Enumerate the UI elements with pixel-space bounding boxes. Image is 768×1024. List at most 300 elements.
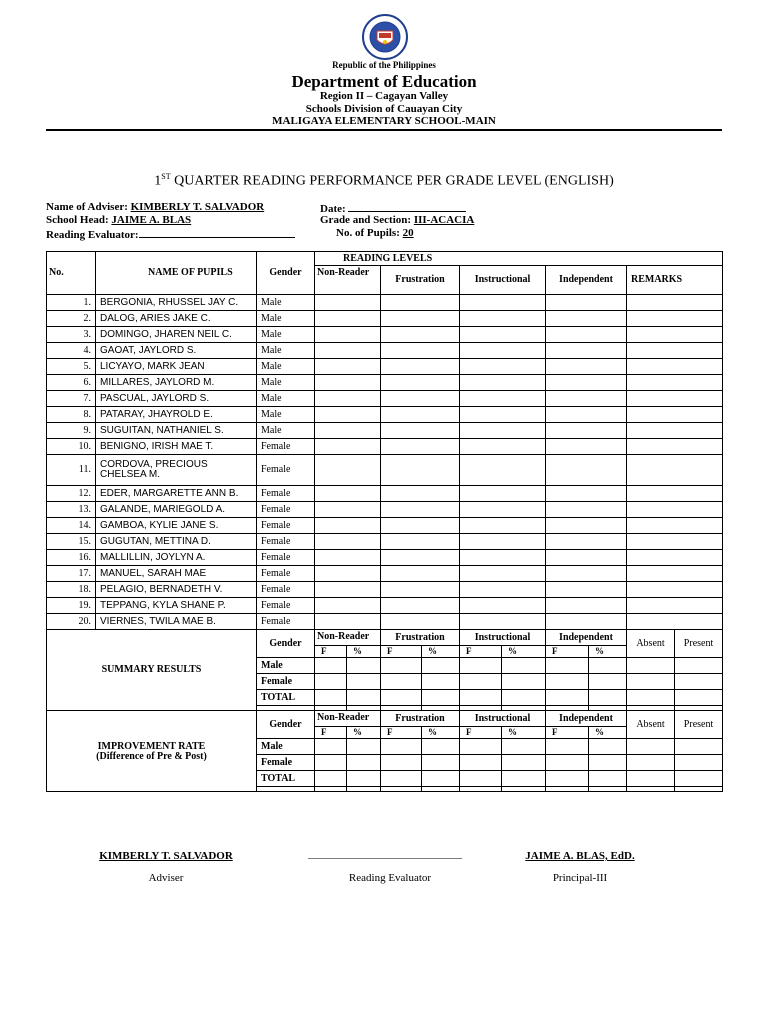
empty-cell bbox=[381, 582, 460, 598]
empty-cell bbox=[589, 755, 627, 771]
grade-section-value: III-ACACIA bbox=[413, 214, 475, 226]
empty-cell bbox=[627, 343, 723, 359]
pupil-name: PELAGIO, BERNADETH V. bbox=[96, 582, 257, 598]
evaluator-line bbox=[46, 228, 295, 241]
title-number: 1 bbox=[154, 173, 162, 189]
empty-cell bbox=[315, 455, 381, 486]
empty-cell bbox=[460, 582, 546, 598]
empty-cell bbox=[502, 739, 546, 755]
improvement-non-reader: Non-Reader bbox=[315, 711, 381, 727]
summary-f-label: F bbox=[381, 646, 422, 658]
improvement-pct-label: % bbox=[502, 727, 546, 739]
empty-cell bbox=[381, 534, 460, 550]
table-row bbox=[47, 455, 723, 486]
header-independent: Independent bbox=[546, 266, 627, 295]
improvement-pct-label: % bbox=[347, 727, 381, 739]
empty-cell bbox=[381, 598, 460, 614]
empty-cell bbox=[315, 598, 381, 614]
empty-cell bbox=[381, 359, 460, 375]
pupil-name: DALOG, ARIES JAKE C. bbox=[96, 311, 257, 327]
empty-cell bbox=[460, 311, 546, 327]
empty-cell bbox=[546, 739, 589, 755]
empty-cell bbox=[381, 566, 460, 582]
empty-cell bbox=[627, 755, 675, 771]
empty-cell bbox=[347, 674, 381, 690]
page-title bbox=[0, 172, 768, 190]
pupil-number: 4. bbox=[47, 343, 96, 359]
improvement-female-label: Female bbox=[257, 755, 315, 771]
empty-cell bbox=[589, 674, 627, 690]
table-row bbox=[47, 391, 723, 407]
empty-cell bbox=[627, 327, 723, 343]
summary-instructional: Instructional bbox=[460, 630, 546, 646]
empty-cell bbox=[502, 787, 546, 792]
empty-cell bbox=[460, 359, 546, 375]
empty-cell bbox=[347, 658, 381, 674]
empty-cell bbox=[627, 674, 675, 690]
empty-cell bbox=[627, 534, 723, 550]
table-row bbox=[47, 295, 723, 311]
header-frustration: Frustration bbox=[381, 266, 460, 295]
evaluator-signature-line: ____________________________ bbox=[308, 848, 462, 860]
pupil-gender: Male bbox=[257, 375, 315, 391]
empty-cell bbox=[315, 486, 381, 502]
school-head-line bbox=[46, 215, 191, 226]
empty-cell bbox=[460, 455, 546, 486]
pupil-name: DOMINGO, JHAREN NEIL C. bbox=[96, 327, 257, 343]
pupil-number: 14. bbox=[47, 518, 96, 534]
empty-cell bbox=[315, 674, 347, 690]
summary-f-label: F bbox=[315, 646, 347, 658]
pupil-gender: Female bbox=[257, 439, 315, 455]
table-row bbox=[47, 598, 723, 614]
summary-f-label: F bbox=[546, 646, 589, 658]
pupil-name: VIERNES, TWILA MAE B. bbox=[96, 614, 257, 630]
empty-cell bbox=[546, 375, 627, 391]
pupil-number: 18. bbox=[47, 582, 96, 598]
header-no: No. bbox=[47, 252, 96, 295]
school-head-value: JAIME A. BLAS bbox=[111, 214, 192, 226]
title-text: QUARTER READING PERFORMANCE PER GRADE LEVEL (ENGLISH) bbox=[170, 173, 614, 189]
empty-cell bbox=[347, 755, 381, 771]
reading-performance-table bbox=[46, 251, 723, 792]
republic-text: Republic of the Philippines bbox=[332, 60, 436, 70]
evaluator-label: Reading Evaluator: bbox=[46, 229, 139, 241]
empty-cell bbox=[315, 311, 381, 327]
empty-cell bbox=[315, 582, 381, 598]
empty-cell bbox=[315, 534, 381, 550]
pupil-gender: Female bbox=[257, 582, 315, 598]
adviser-line bbox=[46, 202, 264, 213]
table-row bbox=[47, 359, 723, 375]
pupil-name: BERGONIA, RHUSSEL JAY C. bbox=[96, 295, 257, 311]
empty-cell bbox=[460, 295, 546, 311]
header-instructional: Instructional bbox=[460, 266, 546, 295]
empty-cell bbox=[381, 658, 422, 674]
summary-pct-label: % bbox=[502, 646, 546, 658]
improvement-absent: Absent bbox=[627, 711, 675, 739]
department-title: Department of Education bbox=[291, 72, 477, 91]
table-row bbox=[47, 439, 723, 455]
improvement-f-label: F bbox=[460, 727, 502, 739]
empty-cell bbox=[627, 407, 723, 423]
improvement-title: IMPROVEMENT RATE bbox=[97, 741, 206, 752]
empty-cell bbox=[315, 295, 381, 311]
empty-cell bbox=[347, 690, 381, 706]
pupil-gender: Male bbox=[257, 391, 315, 407]
table-row bbox=[47, 375, 723, 391]
empty-cell bbox=[315, 739, 347, 755]
empty-cell bbox=[546, 343, 627, 359]
region-text: Region II – Cagayan Valley bbox=[319, 90, 449, 102]
empty-cell bbox=[627, 486, 723, 502]
empty-cell bbox=[546, 771, 589, 787]
pupil-number: 11. bbox=[47, 455, 96, 486]
empty-cell bbox=[546, 787, 589, 792]
empty-cell bbox=[675, 658, 723, 674]
empty-cell bbox=[381, 614, 460, 630]
pupil-gender: Female bbox=[257, 486, 315, 502]
empty-cell bbox=[627, 375, 723, 391]
table-row bbox=[47, 614, 723, 630]
pupil-gender: Female bbox=[257, 534, 315, 550]
empty-cell bbox=[589, 771, 627, 787]
improvement-f-label: F bbox=[315, 727, 347, 739]
pupil-name: SUGUITAN, NATHANIEL S. bbox=[96, 423, 257, 439]
empty-cell bbox=[422, 787, 460, 792]
pupil-gender: Male bbox=[257, 327, 315, 343]
empty-cell bbox=[315, 550, 381, 566]
empty-cell bbox=[627, 598, 723, 614]
title-superscript: ST bbox=[161, 172, 171, 181]
empty-cell bbox=[422, 658, 460, 674]
pupil-name: GUGUTAN, METTINA D. bbox=[96, 534, 257, 550]
summary-male-label: Male bbox=[257, 658, 315, 674]
empty-cell bbox=[257, 787, 315, 792]
empty-cell bbox=[460, 771, 502, 787]
empty-cell bbox=[502, 674, 546, 690]
empty-cell bbox=[315, 658, 347, 674]
table-row bbox=[47, 550, 723, 566]
empty-cell bbox=[627, 518, 723, 534]
empty-cell bbox=[381, 439, 460, 455]
empty-cell bbox=[347, 771, 381, 787]
empty-cell bbox=[460, 550, 546, 566]
empty-cell bbox=[546, 295, 627, 311]
date-blank bbox=[348, 202, 466, 212]
empty-cell bbox=[460, 407, 546, 423]
pupil-number: 15. bbox=[47, 534, 96, 550]
pupil-gender: Female bbox=[257, 502, 315, 518]
empty-cell bbox=[675, 787, 723, 792]
pupil-name: EDER, MARGARETTE ANN B. bbox=[96, 486, 257, 502]
empty-cell bbox=[627, 566, 723, 582]
empty-cell bbox=[315, 327, 381, 343]
pupil-number: 9. bbox=[47, 423, 96, 439]
table-row bbox=[47, 502, 723, 518]
empty-cell bbox=[460, 690, 502, 706]
improvement-f-label: F bbox=[546, 727, 589, 739]
empty-cell bbox=[546, 327, 627, 343]
pupil-name: GAOAT, JAYLORD S. bbox=[96, 343, 257, 359]
empty-cell bbox=[460, 423, 546, 439]
empty-cell bbox=[422, 739, 460, 755]
empty-cell bbox=[315, 771, 347, 787]
empty-cell bbox=[546, 518, 627, 534]
empty-cell bbox=[460, 614, 546, 630]
empty-cell bbox=[627, 771, 675, 787]
evaluator-role: Reading Evaluator bbox=[348, 872, 432, 884]
empty-cell bbox=[460, 658, 502, 674]
header-divider bbox=[46, 129, 722, 131]
pupil-gender: Male bbox=[257, 359, 315, 375]
empty-cell bbox=[381, 502, 460, 518]
empty-cell bbox=[381, 787, 422, 792]
division-text: Schools Division of Cauayan City bbox=[305, 103, 463, 115]
empty-cell bbox=[627, 658, 675, 674]
empty-cell bbox=[381, 674, 422, 690]
empty-cell bbox=[315, 423, 381, 439]
pupil-name: GAMBOA, KYLIE JANE S. bbox=[96, 518, 257, 534]
empty-cell bbox=[460, 375, 546, 391]
table-row bbox=[47, 311, 723, 327]
table-row bbox=[47, 407, 723, 423]
empty-cell bbox=[546, 439, 627, 455]
empty-cell bbox=[460, 566, 546, 582]
empty-cell bbox=[460, 486, 546, 502]
empty-cell bbox=[546, 674, 589, 690]
improvement-gender-label: Gender bbox=[257, 711, 315, 739]
empty-cell bbox=[381, 739, 422, 755]
pupil-gender: Female bbox=[257, 598, 315, 614]
empty-cell bbox=[546, 658, 589, 674]
empty-cell bbox=[381, 375, 460, 391]
empty-cell bbox=[422, 771, 460, 787]
pupil-name: PASCUAL, JAYLORD S. bbox=[96, 391, 257, 407]
empty-cell bbox=[627, 423, 723, 439]
pupil-gender: Male bbox=[257, 295, 315, 311]
empty-cell bbox=[460, 739, 502, 755]
pupil-number: 20. bbox=[47, 614, 96, 630]
pupil-gender: Female bbox=[257, 455, 315, 486]
empty-cell bbox=[627, 690, 675, 706]
empty-cell bbox=[627, 550, 723, 566]
empty-cell bbox=[546, 582, 627, 598]
pupil-number: 12. bbox=[47, 486, 96, 502]
adviser-label: Name of Adviser: bbox=[46, 201, 128, 213]
improvement-pct-label: % bbox=[422, 727, 460, 739]
empty-cell bbox=[381, 407, 460, 423]
empty-cell bbox=[546, 566, 627, 582]
school-head-label: School Head: bbox=[46, 214, 109, 226]
table-row bbox=[47, 566, 723, 582]
pupil-name: MANUEL, SARAH MAE bbox=[96, 566, 257, 582]
table-row bbox=[47, 582, 723, 598]
empty-cell bbox=[315, 566, 381, 582]
empty-cell bbox=[627, 455, 723, 486]
table-row bbox=[47, 518, 723, 534]
empty-cell bbox=[315, 439, 381, 455]
pupil-name: GALANDE, MARIEGOLD A. bbox=[96, 502, 257, 518]
empty-cell bbox=[627, 787, 675, 792]
header-remarks: REMARKS bbox=[627, 266, 723, 295]
summary-pct-label: % bbox=[589, 646, 627, 658]
header-non-reader: Non-Reader bbox=[315, 266, 381, 295]
empty-cell bbox=[546, 455, 627, 486]
empty-cell bbox=[381, 771, 422, 787]
empty-cell bbox=[315, 375, 381, 391]
pupil-number: 5. bbox=[47, 359, 96, 375]
improvement-independent: Independent bbox=[546, 711, 627, 727]
empty-cell bbox=[627, 614, 723, 630]
empty-cell bbox=[546, 598, 627, 614]
improvement-pct-label: % bbox=[589, 727, 627, 739]
improvement-total-label: TOTAL bbox=[257, 771, 315, 787]
empty-cell bbox=[381, 755, 422, 771]
empty-cell bbox=[589, 739, 627, 755]
pupil-number: 10. bbox=[47, 439, 96, 455]
empty-cell bbox=[502, 658, 546, 674]
table-row bbox=[47, 534, 723, 550]
empty-cell bbox=[315, 407, 381, 423]
empty-cell bbox=[460, 534, 546, 550]
empty-cell bbox=[460, 439, 546, 455]
empty-cell bbox=[546, 359, 627, 375]
empty-cell bbox=[315, 359, 381, 375]
empty-cell bbox=[381, 518, 460, 534]
empty-cell bbox=[546, 755, 589, 771]
empty-cell bbox=[460, 343, 546, 359]
empty-cell bbox=[627, 359, 723, 375]
pupil-gender: Male bbox=[257, 311, 315, 327]
empty-cell bbox=[460, 518, 546, 534]
empty-cell bbox=[315, 518, 381, 534]
evaluator-blank bbox=[139, 228, 295, 238]
pupil-gender: Female bbox=[257, 614, 315, 630]
empty-cell bbox=[546, 311, 627, 327]
summary-female-label: Female bbox=[257, 674, 315, 690]
pupil-number: 13. bbox=[47, 502, 96, 518]
pupil-number: 2. bbox=[47, 311, 96, 327]
empty-cell bbox=[627, 295, 723, 311]
empty-cell bbox=[502, 690, 546, 706]
pupil-number: 3. bbox=[47, 327, 96, 343]
pupil-gender: Female bbox=[257, 518, 315, 534]
empty-cell bbox=[502, 771, 546, 787]
school-name: MALIGAYA ELEMENTARY SCHOOL-MAIN bbox=[272, 115, 496, 127]
summary-f-label: F bbox=[460, 646, 502, 658]
summary-title: SUMMARY RESULTS bbox=[101, 664, 202, 675]
empty-cell bbox=[589, 658, 627, 674]
empty-cell bbox=[315, 787, 347, 792]
summary-frustration: Frustration bbox=[381, 630, 460, 646]
empty-cell bbox=[546, 614, 627, 630]
empty-cell bbox=[381, 690, 422, 706]
empty-cell bbox=[422, 690, 460, 706]
empty-cell bbox=[460, 502, 546, 518]
empty-cell bbox=[460, 391, 546, 407]
summary-absent: Absent bbox=[627, 630, 675, 658]
improvement-present: Present bbox=[675, 711, 723, 739]
empty-cell bbox=[546, 391, 627, 407]
summary-independent: Independent bbox=[546, 630, 627, 646]
empty-cell bbox=[381, 327, 460, 343]
date-label: Date: bbox=[320, 203, 346, 215]
empty-cell bbox=[627, 739, 675, 755]
empty-cell bbox=[675, 771, 723, 787]
empty-cell bbox=[381, 486, 460, 502]
pupil-gender: Male bbox=[257, 407, 315, 423]
empty-cell bbox=[627, 311, 723, 327]
empty-cell bbox=[460, 598, 546, 614]
empty-cell bbox=[546, 690, 589, 706]
empty-cell bbox=[315, 614, 381, 630]
pupil-number: 19. bbox=[47, 598, 96, 614]
empty-cell bbox=[422, 674, 460, 690]
summary-title-cell bbox=[47, 630, 257, 711]
table-row bbox=[47, 423, 723, 439]
empty-cell bbox=[675, 674, 723, 690]
improvement-male-label: Male bbox=[257, 739, 315, 755]
improvement-title-cell bbox=[47, 711, 257, 792]
pupils-count-value: 20 bbox=[402, 227, 414, 239]
improvement-frustration: Frustration bbox=[381, 711, 460, 727]
empty-cell bbox=[502, 755, 546, 771]
empty-cell bbox=[627, 439, 723, 455]
header-name: NAME OF PUPILS bbox=[96, 252, 257, 295]
empty-cell bbox=[675, 739, 723, 755]
deped-seal bbox=[362, 14, 408, 60]
empty-cell bbox=[460, 327, 546, 343]
summary-total-label: TOTAL bbox=[257, 690, 315, 706]
empty-cell bbox=[381, 455, 460, 486]
grade-section-label: Grade and Section: bbox=[320, 214, 412, 226]
summary-non-reader: Non-Reader bbox=[315, 630, 381, 646]
table-row bbox=[47, 327, 723, 343]
improvement-header-row bbox=[47, 711, 723, 727]
empty-cell bbox=[381, 391, 460, 407]
pupil-name: BENIGNO, IRISH MAE T. bbox=[96, 439, 257, 455]
empty-cell bbox=[546, 534, 627, 550]
pupil-gender: Male bbox=[257, 423, 315, 439]
empty-cell bbox=[675, 690, 723, 706]
empty-cell bbox=[546, 502, 627, 518]
pupil-number: 16. bbox=[47, 550, 96, 566]
pupil-number: 7. bbox=[47, 391, 96, 407]
adviser-signature-name: KIMBERLY T. SALVADOR bbox=[99, 850, 233, 862]
empty-cell bbox=[675, 755, 723, 771]
empty-cell bbox=[422, 755, 460, 771]
empty-cell bbox=[315, 690, 347, 706]
pupil-name: LICYAYO, MARK JEAN bbox=[96, 359, 257, 375]
empty-cell bbox=[627, 502, 723, 518]
pupil-number: 1. bbox=[47, 295, 96, 311]
empty-cell bbox=[589, 787, 627, 792]
empty-cell bbox=[546, 423, 627, 439]
empty-cell bbox=[381, 295, 460, 311]
empty-cell bbox=[315, 343, 381, 359]
pupil-name: MALLILLIN, JOYLYN A. bbox=[96, 550, 257, 566]
empty-cell bbox=[347, 787, 381, 792]
header-gender: Gender bbox=[257, 252, 315, 295]
header-reading-levels: READING LEVELS bbox=[315, 252, 723, 266]
empty-cell bbox=[460, 787, 502, 792]
adviser-value: KIMBERLY T. SALVADOR bbox=[130, 201, 265, 213]
empty-cell bbox=[627, 391, 723, 407]
empty-cell bbox=[460, 674, 502, 690]
summary-gender-label: Gender bbox=[257, 630, 315, 658]
empty-cell bbox=[627, 582, 723, 598]
